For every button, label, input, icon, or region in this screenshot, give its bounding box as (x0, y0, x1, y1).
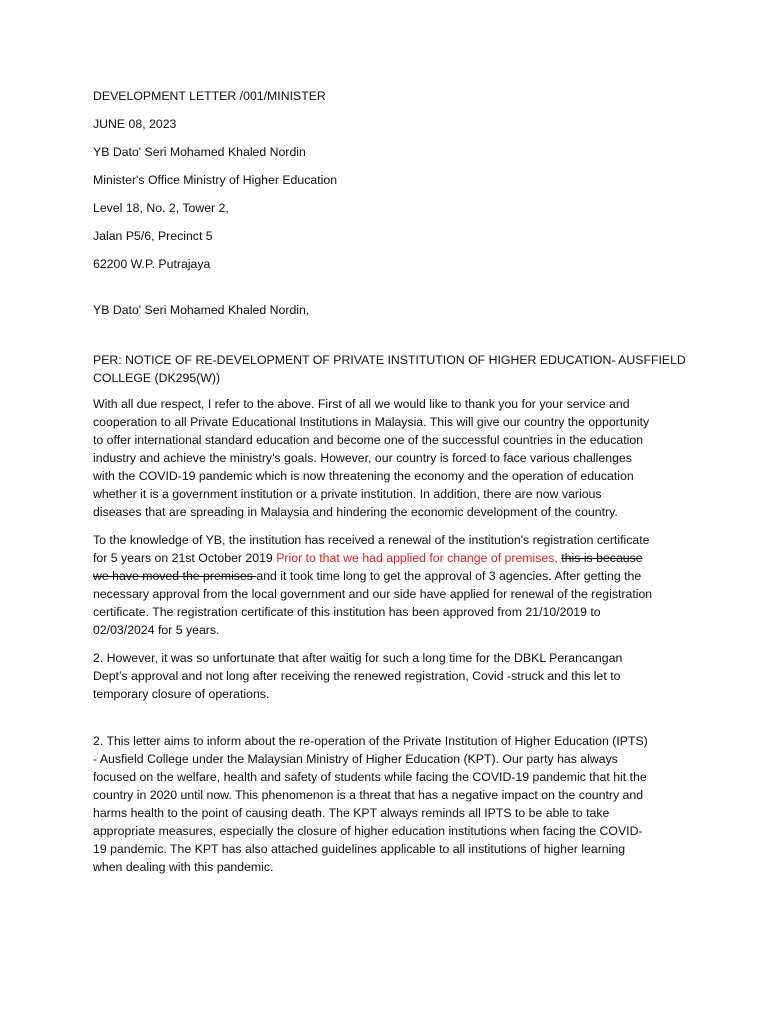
salutation: YB Dato' Seri Mohamed Khaled Nordin, (93, 303, 310, 317)
premises-change-highlight: Prior to that we had applied for change of premises (276, 551, 555, 565)
paragraph-2-text-end: and it took time long to get the approval of 3 agencies. After getting the necessary approval from the local government and our side have applied for renewal of the registration certificate. The registration certificate of this institution has been approved from 21/10/2019 to 02/03/2024 for 5 years. (93, 569, 653, 637)
subject-line-2: COLLEGE (DK295(W)) (93, 371, 221, 385)
letter-page (93, 87, 686, 876)
recipient-address-line-3: 62200 W.P. Putrajaya (93, 257, 211, 271)
recipient-name: YB Dato' Seri Mohamed Khaled Nordin (93, 145, 306, 159)
letter-reference: DEVELOPMENT LETTER /001/MINISTER (93, 89, 326, 103)
body-paragraph-4: 2. This letter aims to inform about the re-operation of the Private Institution of Higher Education (IPTS) - Ausfield College under the Malaysian Ministry of Higher Education (KPT). Our party has always focused on the welfare, health and safety of students while facing the COVID-19 pandemic that hit the country in 2020 until now. This phenomenon is a threat that has a negative impact on the country and harms health to the point of causing death. The KPT always reminds all IPTS to be able to take appropriate measures, especially the closure of higher education institutions when facing the COVID-19 pandemic. The KPT has also attached guidelines applicable to all institutions of higher learning when dealing with this pandemic. (93, 734, 648, 874)
body-paragraph-3: 2. However, it was so unfortunate that after waitig for such a long time for the DBKL Perancangan Dept’s approval and not long after receiving the renewed registration, Covid -struck and this let to temporary closure of operations. (93, 651, 623, 701)
recipient-address-line-1: Level 18, No. 2, Tower 2, (93, 201, 229, 215)
subject-line-1: PER: NOTICE OF RE-DEVELOPMENT OF PRIVATE INSTITUTION OF HIGHER EDUCATION- AUSFFIELD (93, 353, 686, 367)
recipient-office: Minister's Office Ministry of Higher Education (93, 173, 338, 187)
recipient-address-line-2: Jalan P5/6, Precinct 5 (93, 229, 213, 243)
paragraph-2-text-start: To the knowledge of YB, the institution has received a renewal of the institution's registration certificate for 5 years on 21st October 2019 (93, 533, 650, 565)
letter-date: JUNE 08, 2023 (93, 117, 177, 131)
struck-through-text: this is because we have moved the premises (93, 551, 643, 583)
body-paragraph-2 (93, 531, 653, 639)
highlight-comma: , (554, 551, 562, 565)
body-paragraph-1: With all due respect, I refer to the above. First of all we would like to thank you for your service and cooperation to all Private Educational Institutions in Malaysia. This will give our country the opportunity to offer international standard education and become one of the successful countries in the education industry and achieve the ministry's goals. However, our country is forced to face various challenges with the COVID-19 pandemic which is now threatening the economy and the operation of education whether it is a government institution or a private institution. In addition, there are now various diseases that are spreading in Malaysia and hindering the economic development of the country. (93, 397, 650, 519)
